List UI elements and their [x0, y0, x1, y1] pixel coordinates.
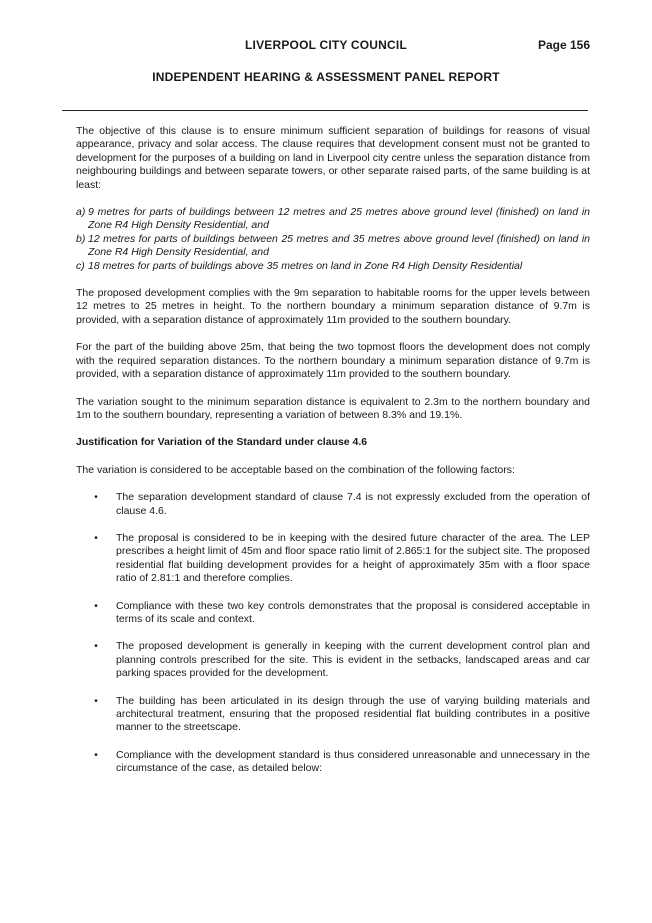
section-heading: Justification for Variation of the Standard under clause 4.6 — [76, 436, 368, 449]
compliance-paragraph: The proposed development complies with the 9m separation to habitable rooms for the upper levels between 12 metres to 25 metres in height. To the northern boundary a minimum separation distance of 9.7m is provided, with a separation distance of approximately 11m provided to the southern boundary. — [76, 287, 590, 326]
document-body — [76, 125, 590, 790]
list-item-text: 9 metres for parts of buildings between 12 metres and 25 metres above ground level (finished) on land in Zone R4 High Density Residential, and — [88, 206, 590, 232]
bullet-text: The proposed development is generally in keeping with the current development control plan and planning controls prescribed for the site. This is evident in the setbacks, landscaped areas and car parking spaces provided for the development. — [116, 640, 590, 680]
bullet-icon: • — [94, 641, 98, 653]
list-item-label: c) — [76, 259, 85, 272]
bullet-text: Compliance with these two key controls demonstrates that the proposal is considered acceptable in terms of its scale and context. — [116, 599, 590, 625]
list-item — [76, 260, 590, 273]
intro-paragraph: The objective of this clause is to ensure minimum sufficient separation of buildings for reasons of visual appearance, privacy and solar access. The clause requires that development consent must not be granted to development for the purposes of a building on land in Liverpool city centre unless the separation distance from neighbouring buildings and between separate towers, or other separate raised parts, of the same building is at least: — [76, 125, 590, 191]
list-item — [76, 749, 590, 776]
non-compliance-paragraph: For the part of the building above 25m, that being the two topmost floors the development does not comply with the required separation distances. To the northern boundary a minimum separation distance of 9.7m is provided, with a separation distance of approximately 11m provided to the southern boundary. — [76, 341, 590, 381]
bullet-icon: • — [94, 695, 98, 707]
council-name: LIVERPOOL CITY COUNCIL — [245, 38, 407, 52]
list-item-label: a) — [76, 206, 86, 219]
bullet-icon: • — [94, 749, 98, 761]
list-item — [76, 532, 590, 586]
list-item-text: 18 metres for parts of buildings above 35 metres on land in Zone R4 High Density Residential — [88, 259, 523, 272]
list-item — [76, 695, 590, 735]
list-item — [76, 206, 590, 233]
bullet-icon: • — [94, 532, 98, 544]
separation-list — [76, 206, 590, 273]
factors-intro: The variation is considered to be acceptable based on the combination of the following factors: — [76, 463, 515, 476]
page-number: Page 156 — [537, 38, 590, 52]
list-item — [76, 640, 590, 680]
report-title: INDEPENDENT HEARING & ASSESSMENT PANEL REPORT — [152, 70, 500, 84]
factors-list — [76, 491, 590, 776]
bullet-text: The proposal is considered to be in keeping with the desired future character of the area. The LEP prescribes a height limit of 45m and floor space ratio limit of 2.865:1 for the subject site. The proposed residential flat building development provides for a height of approximately 35m with a floor space ratio of 2.81:1 and therefore complies. — [116, 531, 590, 585]
list-item-text: 12 metres for parts of buildings between 25 metres and 35 metres above ground level (finished) on land in Zone R4 High Density Residential, and — [88, 232, 590, 259]
list-item — [76, 233, 590, 260]
bullet-text: Compliance with the development standard is thus considered unreasonable and unnecessary in the circumstance of the case, as detailed below: — [116, 748, 590, 775]
list-item — [76, 491, 590, 518]
header-divider — [62, 110, 588, 111]
variation-paragraph: The variation sought to the minimum separation distance is equivalent to 2.3m to the northern boundary and 1m to the southern boundary, representing a variation of between 8.3% and 19.1%. — [76, 395, 590, 421]
bullet-text: The separation development standard of clause 7.4 is not expressly excluded from the operation of clause 4.6. — [116, 491, 590, 517]
bullet-text: The building has been articulated in its design through the use of varying building materials and architectural treatment, ensuring that the proposed residential flat building contributes in a positive manner to the streetscape. — [116, 694, 590, 734]
bullet-icon: • — [94, 600, 98, 612]
list-item — [76, 600, 590, 627]
list-item-label: b) — [76, 232, 86, 245]
bullet-icon: • — [94, 492, 98, 504]
